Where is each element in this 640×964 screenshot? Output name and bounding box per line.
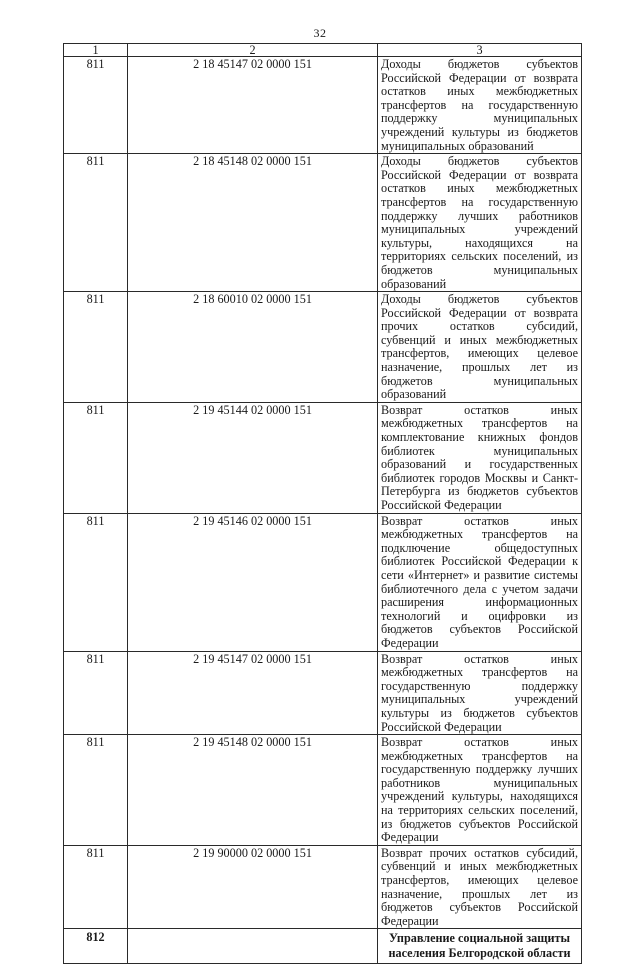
description-cell: Возврат остатков иных межбюджетных трансфертов на государственную поддержку муниципальных учреждений культуры из бюджетов субъектов Российской Федерации xyxy=(378,651,582,735)
admin-code-cell: 811 xyxy=(64,154,128,292)
section-header-row xyxy=(64,929,582,964)
admin-code-cell: 811 xyxy=(64,513,128,651)
admin-code-cell: 811 xyxy=(64,651,128,735)
table-row xyxy=(64,735,582,846)
section-budget-code-cell xyxy=(128,929,378,964)
budget-code-cell: 2 19 45146 02 0000 151 xyxy=(128,513,378,651)
page-number: 32 xyxy=(313,26,327,40)
column-header-1: 1 xyxy=(64,44,128,57)
revenue-codes-table xyxy=(63,43,582,964)
table-row xyxy=(64,402,582,513)
column-header-3: 3 xyxy=(378,44,582,57)
budget-code-cell: 2 19 45147 02 0000 151 xyxy=(128,651,378,735)
description-cell: Возврат остатков иных межбюджетных трансфертов на подключение общедоступных библиотек Российской Федерации к сети «Интернет» и развитие системы библиотечного дела с учетом задачи расширения информационных технологий и оцифровки из бюджетов субъектов Российской Федерации xyxy=(378,513,582,651)
description-cell: Доходы бюджетов субъектов Российской Федерации от возврата остатков иных межбюджетных трансфертов на государственную поддержку муниципальных учреждений культуры из бюджетов муниципальных образований xyxy=(378,57,582,154)
section-title-cell: Управление социальной защиты населения Белгородской области xyxy=(378,929,582,964)
section-admin-code-cell: 812 xyxy=(64,929,128,964)
admin-code-cell: 811 xyxy=(64,57,128,154)
admin-code-cell: 811 xyxy=(64,845,128,929)
description-cell: Доходы бюджетов субъектов Российской Федерации от возврата остатков иных межбюджетных трансфертов на государственную поддержку лучших работников муниципальных учреждений культуры, находящихся на территориях сельских поселений, из бюджетов муниципальных образований xyxy=(378,154,582,292)
budget-code-cell: 2 19 45144 02 0000 151 xyxy=(128,402,378,513)
description-cell: Возврат остатков иных межбюджетных трансфертов на государственную поддержку лучших работников муниципальных учреждений культуры, находящихся на территориях сельских поселений, из бюджетов субъектов Российской Федерации xyxy=(378,735,582,846)
budget-code-cell: 2 18 45147 02 0000 151 xyxy=(128,57,378,154)
table-row xyxy=(64,651,582,735)
admin-code-cell: 811 xyxy=(64,735,128,846)
budget-code-cell: 2 19 90000 02 0000 151 xyxy=(128,845,378,929)
table-header-row xyxy=(64,44,582,57)
admin-code-cell: 811 xyxy=(64,402,128,513)
description-cell: Возврат прочих остатков субсидий, субвенций и иных межбюджетных трансфертов, имеющих целевое назначение, прошлых лет из бюджетов субъектов Российской Федерации xyxy=(378,845,582,929)
description-cell: Возврат остатков иных межбюджетных трансфертов на комплектование книжных фондов библиотек муниципальных образований и государственных библиотек городов Москвы и Санкт-Петербурга из бюджетов субъектов Российской Федерации xyxy=(378,402,582,513)
budget-code-cell: 2 18 60010 02 0000 151 xyxy=(128,292,378,403)
budget-code-cell: 2 18 45148 02 0000 151 xyxy=(128,154,378,292)
table-row xyxy=(64,513,582,651)
table-row xyxy=(64,292,582,403)
column-header-2: 2 xyxy=(128,44,378,57)
admin-code-cell: 811 xyxy=(64,292,128,403)
table-row xyxy=(64,57,582,154)
table-row xyxy=(64,845,582,929)
description-cell: Доходы бюджетов субъектов Российской Федерации от возврата прочих остатков субсидий, субвенций и иных межбюджетных трансфертов, имеющих целевое назначение, прошлых лет из бюджетов муниципальных образований xyxy=(378,292,582,403)
budget-code-cell: 2 19 45148 02 0000 151 xyxy=(128,735,378,846)
table-row xyxy=(64,154,582,292)
